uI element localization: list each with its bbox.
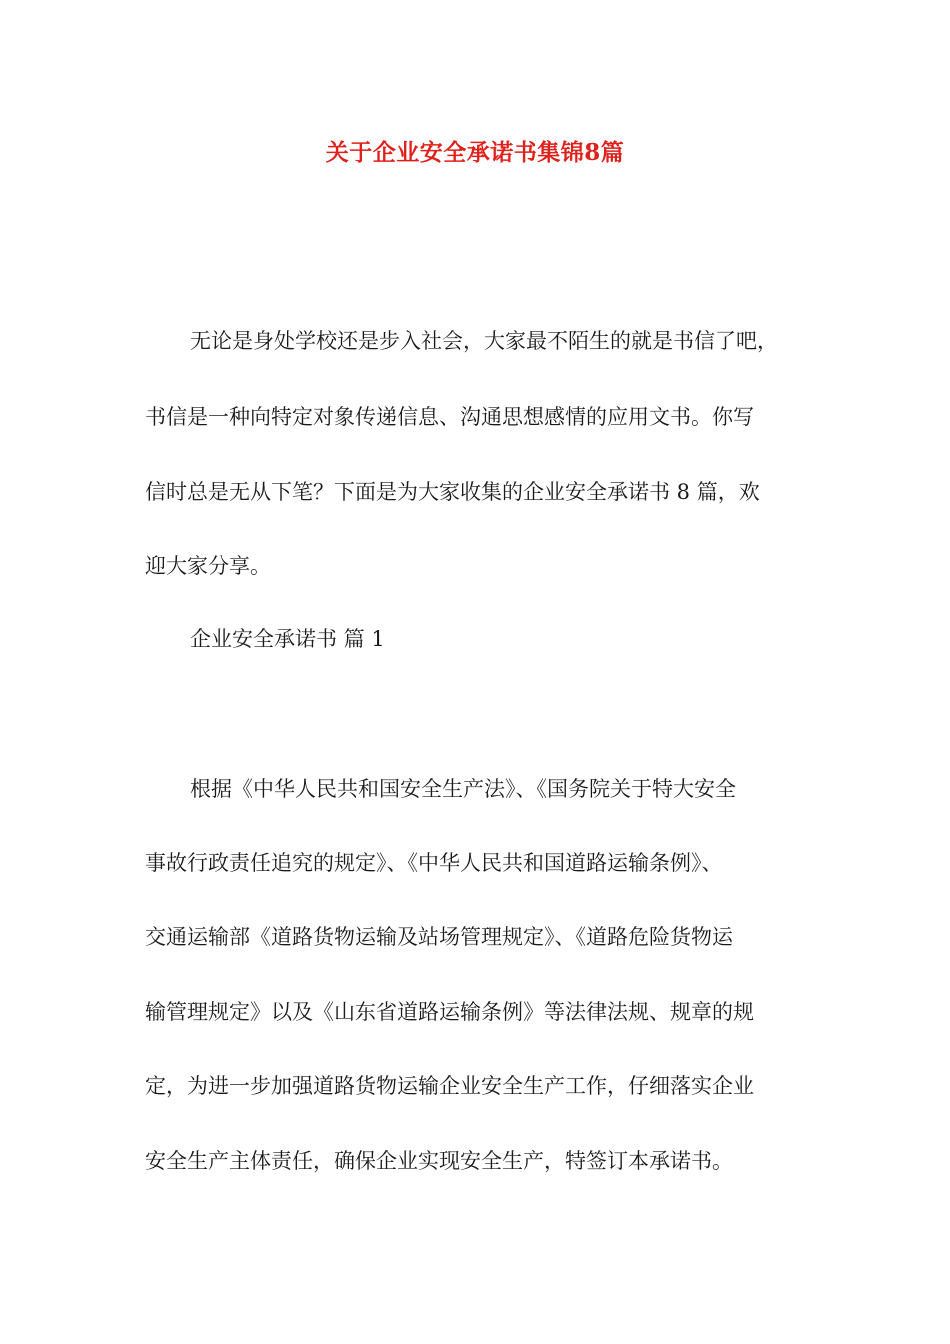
document-title: 关于企业安全承诺书集锦8篇 [325,139,625,166]
body-line-2: 事故行政责任追究的规定》、《中华人民共和国道路运输条例》、 [145,851,723,875]
section-heading: 企业安全承诺书 篇 1 [190,627,385,651]
intro-line-1: 无论是身处学校还是步入社会，大家最不陌生的就是书信了吧， [190,329,778,353]
body-line-3: 交通运输部《道路货物运输及站场管理规定》、《道路危险货物运 [145,925,733,949]
body-line-4: 输管理规定》以及《山东省道路运输条例》等法律法规、规章的规 [145,1000,754,1024]
body-line-6: 安全生产主体责任，确保企业实现安全生产，特签订本承诺书。 [145,1149,733,1173]
intro-line-2: 书信是一种向特定对象传递信息、沟通思想感情的应用文书。你写 [145,405,754,429]
body-line-1: 根据《中华人民共和国安全生产法》、《国务院关于特大安全 [190,777,736,801]
intro-line-3: 信时总是无从下笔？下面是为大家收集的企业安全承诺书 8 篇，欢 [145,480,760,504]
body-line-5: 定，为进一步加强道路货物运输企业安全生产工作，仔细落实企业 [145,1074,754,1098]
intro-line-4: 迎大家分享。 [145,554,271,578]
